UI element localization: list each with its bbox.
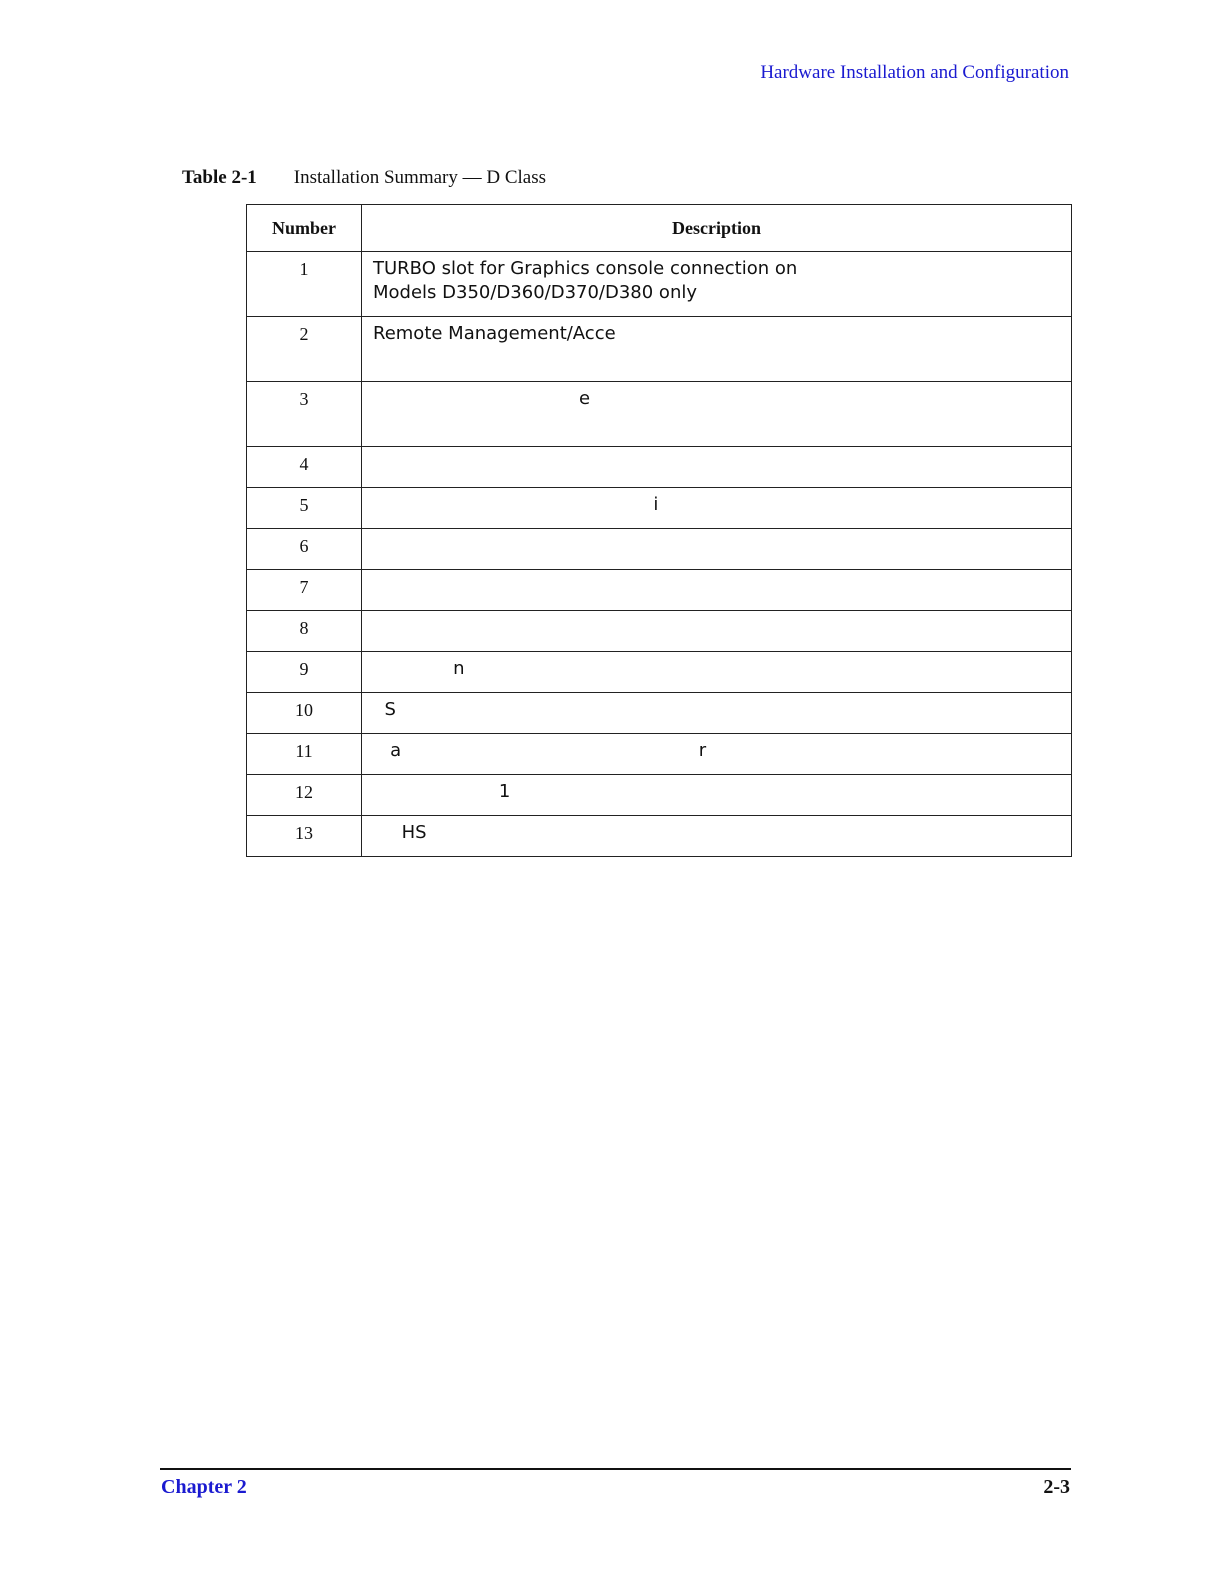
row-description: 1 <box>362 775 1072 816</box>
row-number: 6 <box>247 529 362 570</box>
row-number: 2 <box>247 317 362 382</box>
table-row <box>247 775 1072 816</box>
row-description <box>362 447 1072 488</box>
table-row <box>247 447 1072 488</box>
running-header: Hardware Installation and Configuration <box>760 62 1069 83</box>
row-number: 1 <box>247 252 362 317</box>
row-number: 8 <box>247 611 362 652</box>
table-row <box>247 488 1072 529</box>
table-label: Table 2-1 <box>182 167 257 188</box>
row-description: i <box>362 488 1072 529</box>
row-description: HS <box>362 816 1072 857</box>
table-row <box>247 816 1072 857</box>
footer-chapter-link[interactable]: Chapter 2 <box>161 1476 247 1498</box>
row-description: S <box>362 693 1072 734</box>
row-description: e <box>362 382 1072 447</box>
column-header-number: Number <box>247 205 362 252</box>
row-number: 4 <box>247 447 362 488</box>
row-description: Remote Management/Acce <box>362 317 1072 382</box>
row-description <box>362 529 1072 570</box>
row-number: 12 <box>247 775 362 816</box>
row-description: TURBO slot for Graphics console connection on Models D350/D360/D370/D380 only <box>362 252 1072 317</box>
table-row <box>247 317 1072 382</box>
column-header-description: Description <box>362 205 1072 252</box>
table-title: Installation Summary — D Class <box>293 167 547 188</box>
table-row <box>247 570 1072 611</box>
row-number: 5 <box>247 488 362 529</box>
footer-divider <box>160 1468 1071 1470</box>
table-row <box>247 611 1072 652</box>
row-number: 11 <box>247 734 362 775</box>
row-description: n <box>362 652 1072 693</box>
table-caption <box>182 167 546 189</box>
row-number: 9 <box>247 652 362 693</box>
row-description: a r <box>362 734 1072 775</box>
table-row <box>247 382 1072 447</box>
row-number: 13 <box>247 816 362 857</box>
table-row <box>247 529 1072 570</box>
footer-page-number: 2-3 <box>1043 1476 1070 1498</box>
table-row <box>247 734 1072 775</box>
table-row <box>247 652 1072 693</box>
row-number: 7 <box>247 570 362 611</box>
row-number: 3 <box>247 382 362 447</box>
row-description <box>362 611 1072 652</box>
table-row <box>247 693 1072 734</box>
table-header-row <box>247 205 1072 252</box>
installation-summary-table <box>246 204 1072 857</box>
table-row <box>247 252 1072 317</box>
row-description <box>362 570 1072 611</box>
row-number: 10 <box>247 693 362 734</box>
